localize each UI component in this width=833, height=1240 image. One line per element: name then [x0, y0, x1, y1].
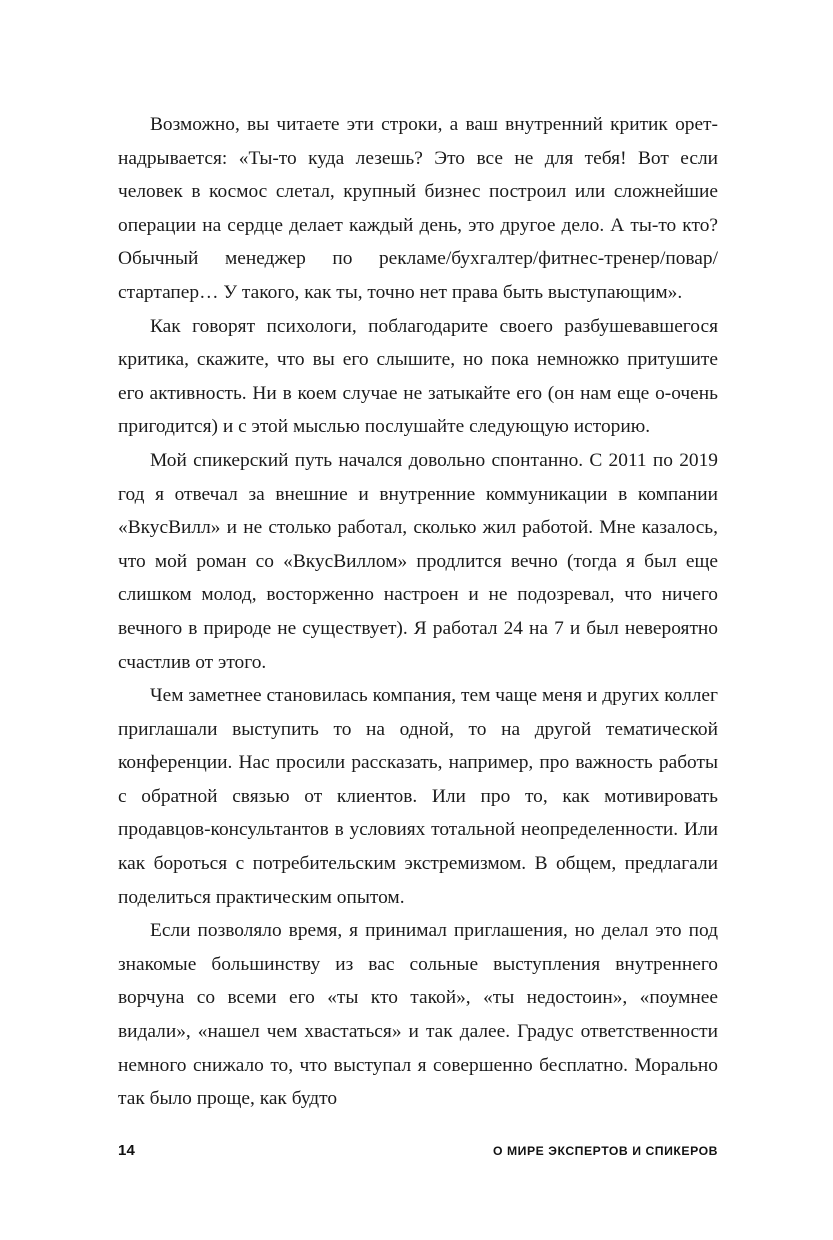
- paragraph: Как говорят психологи, поблагодарите своего разбушевавшегося критика, скажите, что вы его слышите, но пока немножко притушите его активность. Ни в коем случае не затыкайте его (он нам еще о-очень пригодится) и с этой мыслью послушайте следующую историю.: [118, 315, 718, 438]
- page-body: [118, 108, 718, 1116]
- paragraph: Возможно, вы читаете эти строки, а ваш внутренний критик орет-надрывается: «Ты-то куда лезешь? Это все не для тебя! Вот если человек в космос слетал, крупный бизнес построил или сложнейшие операции на сердце делает каждый день, это другое дело. А ты-то кто? Обычный менеджер по рекламе/бухгалтер/фитнес-тренер/повар/стартапер… У такого, как ты, точно нет права быть выступающим».: [118, 114, 718, 303]
- running-head: О МИРЕ ЭКСПЕРТОВ И СПИКЕРОВ: [493, 1144, 718, 1158]
- paragraph: Если позволяло время, я принимал приглашения, но делал это под знакомые большинству из вас сольные выступления внутреннего ворчуна со всеми его «ты кто такой», «ты недостоин», «поумнее видали», «нашел чем хвастаться» и так далее. Градус ответственности немного снижало то, что выступал я совершенно бесплатно. Морально так было проще, как будто: [118, 920, 718, 1110]
- page-footer: [118, 1142, 718, 1162]
- paragraph: Мой спикерский путь начался довольно спонтанно. С 2011 по 2019 год я отвечал за внешние и внутренние коммуникации в компании «ВкусВилл» и не столько работал, сколько жил работой. Мне казалось, что мой роман со «ВкусВиллом» продлится вечно (тогда я был еще слишком молод, восторженно настроен и не подозревал, что ничего вечного в природе не существует). Я работал 24 на 7 и был невероятно счастлив от этого.: [118, 449, 718, 673]
- paragraph: Чем заметнее становилась компания, тем чаще меня и других коллег приглашали выступить то на одной, то на другой тематической конференции. Нас просили рассказать, например, про важность работы с обратной связью от клиентов. Или про то, как мотивировать продавцов-консультантов в условиях тотальной неопределенности. Или как бороться с потребительским экстремизмом. В общем, предлагали поделиться практическим опытом.: [118, 685, 718, 908]
- page-number: 14: [118, 1142, 136, 1159]
